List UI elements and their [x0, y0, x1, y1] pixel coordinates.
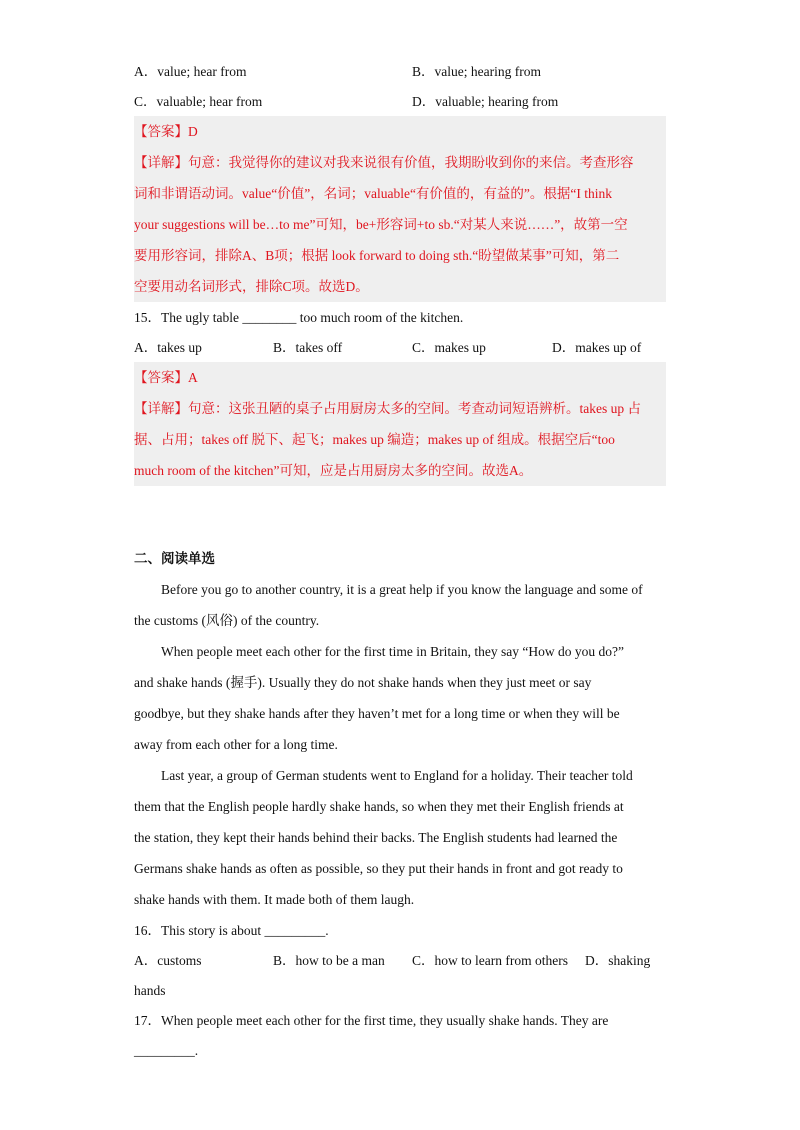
passage-paragraph-3: [134, 760, 666, 915]
section-title: 二、阅读单选: [134, 551, 215, 566]
q17-stem-continued: _________.: [134, 1043, 199, 1058]
q16-option-d[interactable]: D．shaking: [585, 953, 651, 968]
q14-answer-box: [134, 116, 666, 302]
passage-line: Before you go to another country, it is a great help if you know the language and some of: [161, 582, 643, 597]
q14-option-d[interactable]: D．valuable; hearing from: [412, 94, 559, 109]
q15-option-a[interactable]: A．takes up: [134, 340, 202, 355]
q14-answer: 【答案】D: [134, 124, 198, 139]
passage-paragraph-1: [134, 574, 666, 636]
q17-stem: 17．When people meet each other for the first time, they usually shake hands. They are: [134, 1013, 609, 1028]
q16-option-b[interactable]: B．how to be a man: [273, 953, 385, 968]
q15-answer-box: [134, 362, 666, 486]
passage-line: goodbye, but they shake hands after they haven’t met for a long time or when they will be: [134, 706, 620, 721]
q15-option-b[interactable]: B．takes off: [273, 340, 343, 355]
q15-options-row: [134, 332, 666, 362]
q14-explanation-line: 要用形容词，排除A、B项；根据 look forward to doing sth.“盼望做某事”可知，第二: [134, 248, 620, 263]
q14-explanation-line: 空要用动名词形式，排除C项。故选D。: [134, 279, 369, 294]
passage-paragraph-2: [134, 636, 666, 760]
q16-options-row: [134, 945, 666, 975]
passage-line: Last year, a group of German students went to England for a holiday. Their teacher told: [161, 768, 633, 783]
q15-answer: 【答案】A: [134, 370, 198, 385]
passage-line: and shake hands (握手). Usually they do not shake hands when they just meet or say: [134, 675, 592, 690]
q14-option-c[interactable]: C．valuable; hear from: [134, 94, 263, 109]
q14-option-b[interactable]: B．value; hearing from: [412, 64, 541, 79]
passage-line: When people meet each other for the first time in Britain, they say “How do you do?”: [161, 644, 624, 659]
q14-explanation-line: your suggestions will be…to me”可知，be+形容词+to sb.“对某人来说……”，故第一空: [134, 217, 628, 232]
passage-line: Germans shake hands as often as possible, so they put their hands in front and got ready to: [134, 861, 623, 876]
q15-explanation-line: 据、占用；takes off 脱下、起飞；makes up 编造；makes up of 组成。根据空后“too: [134, 432, 615, 447]
passage-line: the station, they kept their hands behind their backs. The English students had learned the: [134, 830, 618, 845]
q16-option-c[interactable]: C．how to learn from others: [412, 953, 568, 968]
q15-option-c[interactable]: C．makes up: [412, 340, 486, 355]
q15-explanation-line: much room of the kitchen”可知，应是占用厨房太多的空间。故选A。: [134, 463, 533, 478]
passage-line: the customs (风俗) of the country.: [134, 613, 320, 628]
q14-option-a[interactable]: A．value; hear from: [134, 64, 247, 79]
q14-explanation-line: 词和非谓语动词。value“价值”，名词；valuable“有价值的，有益的”。根据“I think: [134, 186, 613, 201]
q14-options-row-1: [134, 56, 666, 86]
q14-options-row-2: [134, 86, 666, 116]
passage-line: shake hands with them. It made both of them laugh.: [134, 892, 415, 907]
q14-explanation-line: 【详解】句意：我觉得你的建议对我来说很有价值，我期盼收到你的来信。考查形容: [134, 155, 634, 170]
q15-stem: 15．The ugly table ________ too much room of the kitchen.: [134, 310, 464, 325]
passage-line: them that the English people hardly shake hands, so when they met their English friends at: [134, 799, 624, 814]
q16-option-a[interactable]: A．customs: [134, 953, 202, 968]
q16-stem: 16．This story is about _________.: [134, 923, 329, 938]
passage-line: away from each other for a long time.: [134, 737, 338, 752]
q15-option-d[interactable]: D．makes up of: [552, 340, 642, 355]
exam-page: [134, 56, 666, 1065]
q16-option-d-continued[interactable]: hands: [134, 983, 166, 998]
q15-explanation-line: 【详解】句意：这张丑陋的桌子占用厨房太多的空间。考查动词短语辨析。takes up 占: [134, 401, 641, 416]
